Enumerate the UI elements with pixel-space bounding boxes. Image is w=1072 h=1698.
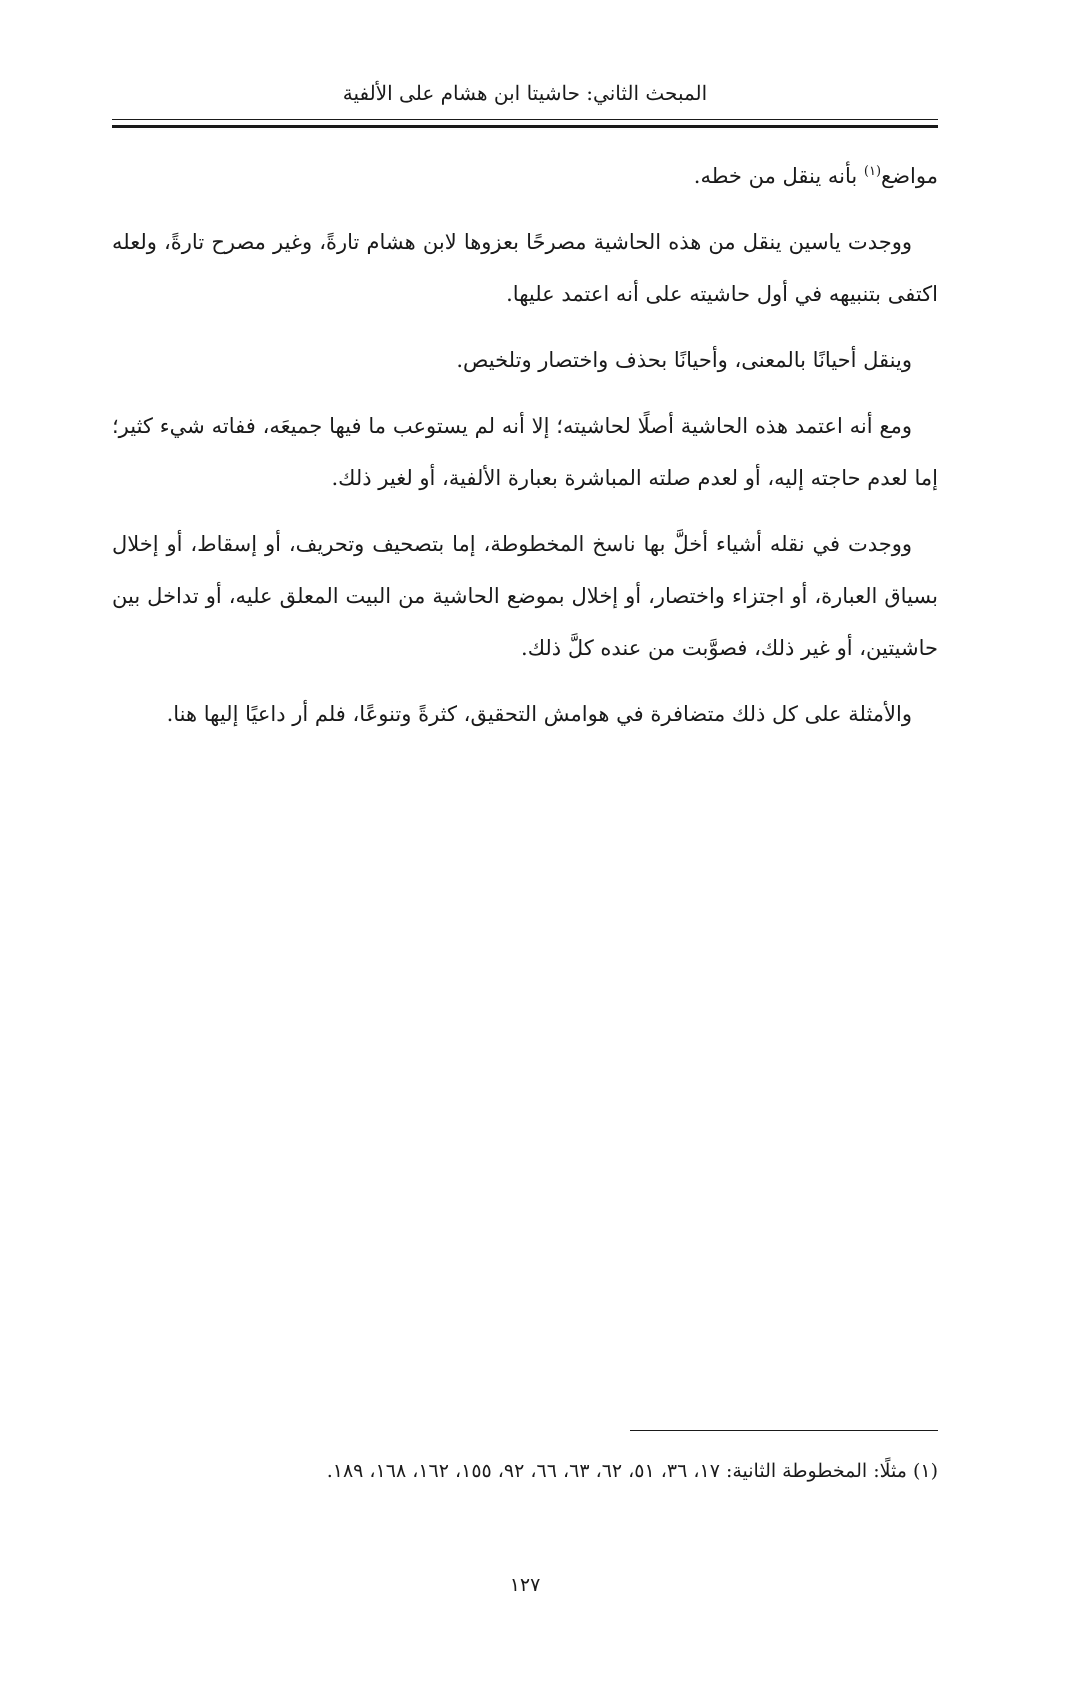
running-header: المبحث الثاني: حاشيتا ابن هشام على الألفية	[342, 81, 708, 105]
footnote-separator	[630, 1430, 938, 1431]
paragraph-3: وينقل أحيانًا بالمعنى، وأحيانًا بحذف واختصار وتلخيص.	[456, 348, 912, 372]
paragraph-6: والأمثلة على كل ذلك متضافرة في هوامش التحقيق، كثرةً وتنوعًا، فلم أر داعيًا إليها هنا.	[166, 702, 912, 726]
page-number: ١٢٧	[509, 1574, 541, 1596]
body-text	[112, 150, 938, 754]
footnote-1: (١) مثلًا: المخطوطة الثانية: ١٧، ٣٦، ٥١، ٦٢، ٦٣، ٦٦، ٩٢، ١٥٥، ١٦٢، ١٦٨، ١٨٩.	[326, 1460, 938, 1482]
paragraph-1-rest: بأنه ينقل من خطه.	[693, 164, 864, 188]
paragraph-1	[112, 150, 938, 202]
header-rule-thin	[112, 119, 938, 120]
paragraph-2: ووجدت ياسين ينقل من هذه الحاشية مصرحًا بعزوها لابن هشام تارةً، وغير مصرح تارةً، ولعله اكتفى بتنبيهه في أول حاشيته على أنه اعتمد عليها.	[112, 230, 938, 306]
footnote-reference-1[interactable]: (١)	[863, 164, 882, 179]
paragraph-1-start: مواضع	[881, 164, 938, 188]
paragraph-5: ووجدت في نقله أشياء أخلَّ بها ناسخ المخطوطة، إما بتصحيف وتحريف، أو إسقاط، أو إخلال بسياق العبارة، أو اجتزاء واختصار، أو إخلال بموضع الحاشية من البيت المعلق عليه، أو تداخل بين حاشيتين، أو غير ذلك، فصوَّبت من عنده كلَّ ذلك.	[112, 532, 938, 660]
header-rule-thick	[112, 125, 938, 128]
paragraph-4: ومع أنه اعتمد هذه الحاشية أصلًا لحاشيته؛ إلا أنه لم يستوعب ما فيها جميعَه، ففاته شيء كثير؛ إما لعدم حاجته إليه، أو لعدم صلته المباشرة بعبارة الألفية، أو لغير ذلك.	[112, 414, 938, 490]
